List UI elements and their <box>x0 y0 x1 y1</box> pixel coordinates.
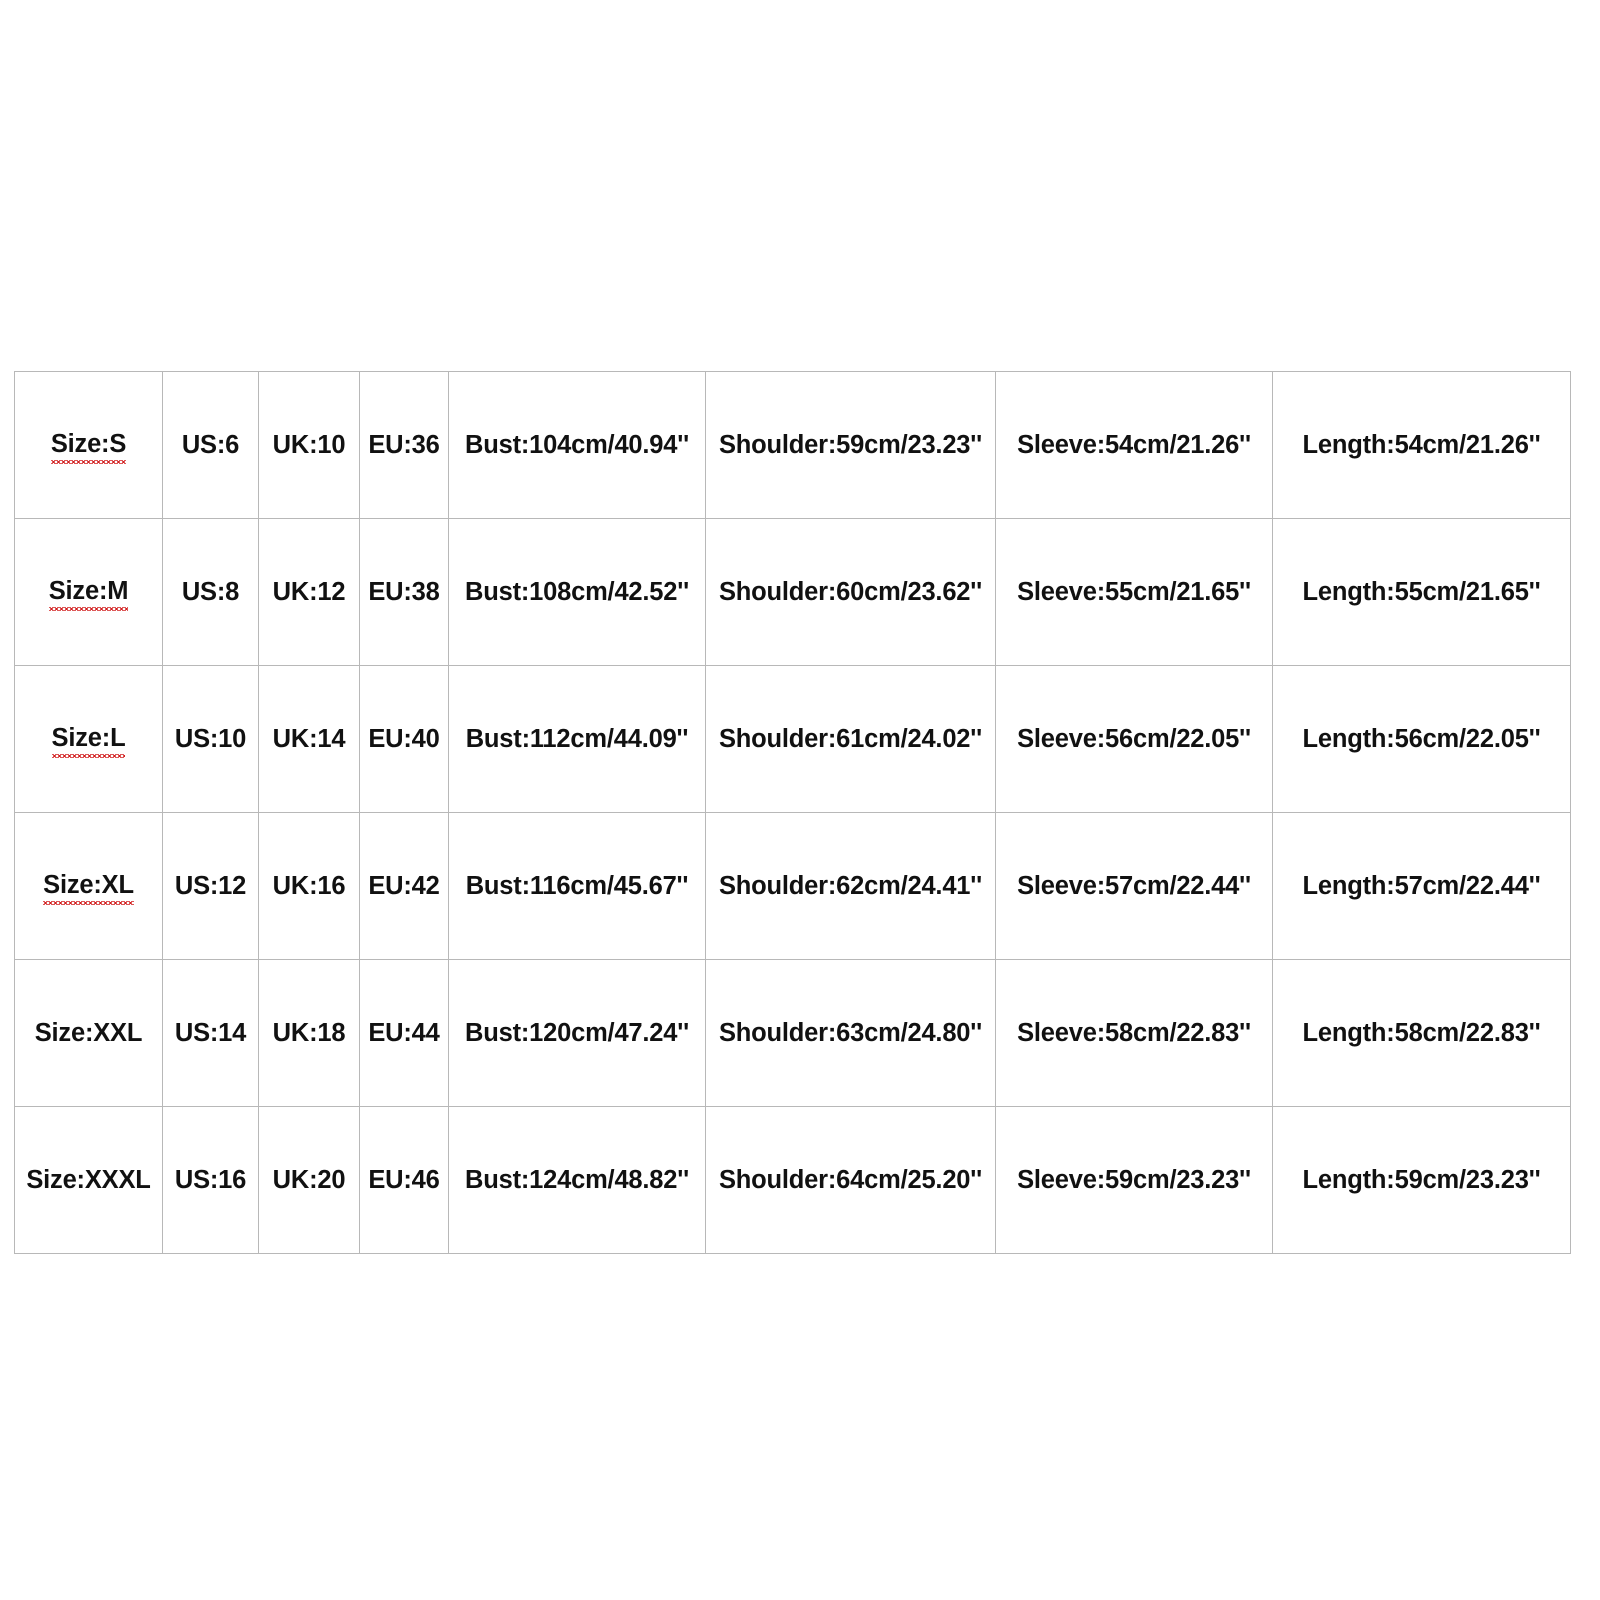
table-row <box>15 1107 1571 1254</box>
cell-size <box>15 666 163 813</box>
cell-sleeve: Sleeve:57cm/22.44'' <box>996 813 1273 960</box>
cell-length: Length:55cm/21.65'' <box>1273 519 1571 666</box>
cell-us: US:12 <box>163 813 259 960</box>
cell-uk: UK:16 <box>259 813 360 960</box>
cell-eu: EU:42 <box>360 813 449 960</box>
cell-bust: Bust:120cm/47.24'' <box>449 960 706 1107</box>
cell-eu: EU:44 <box>360 960 449 1107</box>
cell-length: Length:56cm/22.05'' <box>1273 666 1571 813</box>
cell-eu: EU:36 <box>360 372 449 519</box>
cell-sleeve: Sleeve:54cm/21.26'' <box>996 372 1273 519</box>
cell-length: Length:58cm/22.83'' <box>1273 960 1571 1107</box>
cell-shoulder: Shoulder:61cm/24.02'' <box>706 666 996 813</box>
cell-bust: Bust:112cm/44.09'' <box>449 666 706 813</box>
cell-bust: Bust:108cm/42.52'' <box>449 519 706 666</box>
cell-uk: UK:18 <box>259 960 360 1107</box>
cell-sleeve: Sleeve:58cm/22.83'' <box>996 960 1273 1107</box>
cell-bust: Bust:104cm/40.94'' <box>449 372 706 519</box>
cell-size <box>15 813 163 960</box>
cell-uk: UK:12 <box>259 519 360 666</box>
cell-shoulder: Shoulder:64cm/25.20'' <box>706 1107 996 1254</box>
cell-length: Length:59cm/23.23'' <box>1273 1107 1571 1254</box>
cell-eu: EU:38 <box>360 519 449 666</box>
size-label: Size:XL <box>43 871 134 902</box>
table-row <box>15 519 1571 666</box>
cell-us: US:14 <box>163 960 259 1107</box>
cell-eu: EU:46 <box>360 1107 449 1254</box>
cell-us: US:8 <box>163 519 259 666</box>
cell-size <box>15 519 163 666</box>
table-row <box>15 372 1571 519</box>
cell-sleeve: Sleeve:56cm/22.05'' <box>996 666 1273 813</box>
cell-uk: UK:14 <box>259 666 360 813</box>
cell-shoulder: Shoulder:63cm/24.80'' <box>706 960 996 1107</box>
size-label: Size:S <box>51 430 126 461</box>
cell-us: US:10 <box>163 666 259 813</box>
cell-shoulder: Shoulder:62cm/24.41'' <box>706 813 996 960</box>
cell-size <box>15 372 163 519</box>
cell-eu: EU:40 <box>360 666 449 813</box>
cell-shoulder: Shoulder:60cm/23.62'' <box>706 519 996 666</box>
cell-uk: UK:20 <box>259 1107 360 1254</box>
cell-length: Length:57cm/22.44'' <box>1273 813 1571 960</box>
cell-shoulder: Shoulder:59cm/23.23'' <box>706 372 996 519</box>
cell-bust: Bust:124cm/48.82'' <box>449 1107 706 1254</box>
table-row <box>15 960 1571 1107</box>
cell-length: Length:54cm/21.26'' <box>1273 372 1571 519</box>
table-row <box>15 813 1571 960</box>
cell-sleeve: Sleeve:55cm/21.65'' <box>996 519 1273 666</box>
cell-uk: UK:10 <box>259 372 360 519</box>
size-label: Size:M <box>49 577 129 608</box>
cell-us: US:6 <box>163 372 259 519</box>
size-label: Size:L <box>52 724 126 755</box>
cell-size: Size:XXL <box>15 960 163 1107</box>
cell-bust: Bust:116cm/45.67'' <box>449 813 706 960</box>
cell-us: US:16 <box>163 1107 259 1254</box>
cell-sleeve: Sleeve:59cm/23.23'' <box>996 1107 1273 1254</box>
cell-size: Size:XXXL <box>15 1107 163 1254</box>
size-chart-table <box>14 371 1571 1254</box>
table-row <box>15 666 1571 813</box>
